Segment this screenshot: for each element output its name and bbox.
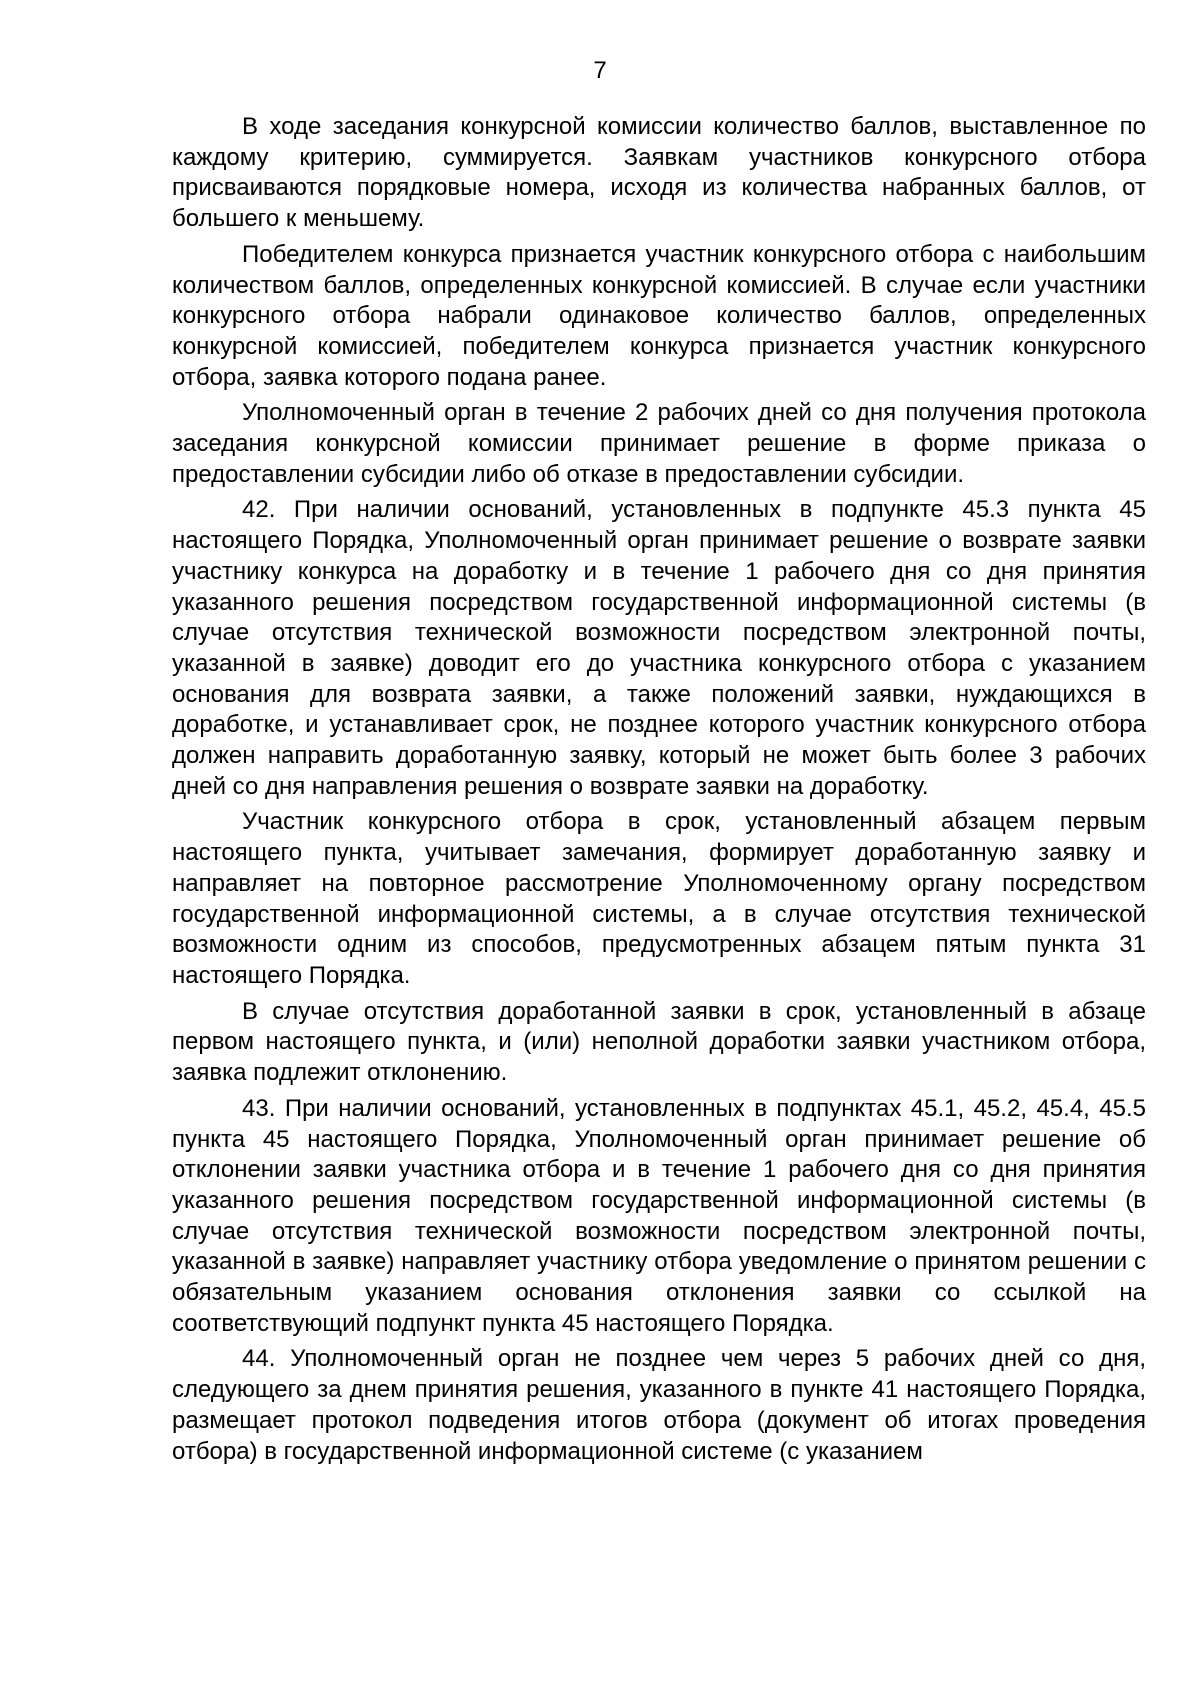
page-number: 7 (593, 57, 607, 84)
paragraph-rejection-missing: В случае отсутствия доработанной заявки в срок, установленный в абзаце первом настоящего пункта, и (или) неполной доработки заявки участником отбора, заявка подлежит отклонению. (172, 997, 1146, 1087)
document-body (172, 112, 1146, 1472)
paragraph-revision: Участник конкурсного отбора в срок, установленный абзацем первым настоящего пункта, учитывает замечания, формирует доработанную заявку и направляет на повторное рассмотрение Уполномоченному органу посредством государственной информационной системы, а в случае отсутствия технической возможности одним из способов, предусмотренных абзацем пятым пункта 31 настоящего Порядка. (172, 808, 1146, 989)
paragraph-scoring: В ходе заседания конкурсной комиссии количество баллов, выставленное по каждому критерию, суммируется. Заявкам участников конкурсного отбора присваиваются порядковые номера, исходя из количества набранных баллов, от большего к меньшему. (172, 113, 1146, 233)
paragraph-item-44: 44. Уполномоченный орган не позднее чем через 5 рабочих дней со дня, следующего за днем принятия решения, указанного в пункте 41 настоящего Порядка, размещает протокол подведения итогов отбора (документ об итогах проведения отбора) в государственной информационной системе (с указанием (172, 1345, 1146, 1465)
paragraph-winner: Победителем конкурса признается участник конкурсного отбора с наибольшим количеством баллов, определенных конкурсной комиссией. В случае если участники конкурсного отбора набрали одинаковое количество баллов, определенных конкурсной комиссией, победителем конкурса признается участник конкурсного отбора, заявка которого подана ранее. (172, 240, 1146, 391)
paragraph-item-42: 42. При наличии оснований, установленных в подпункте 45.3 пункта 45 настоящего Порядка, Уполномоченный орган принимает решение о возврате заявки участнику конкурса на доработку и в течение 1 рабочего дня со дня принятия указанного решения посредством государственной информационной системы (в случае отсутствия технической возможности посредством электронной почты, указанной в заявке) доводит его до участника конкурсного отбора с указанием основания для возврата заявки, а также положений заявки, нуждающихся в доработке, и устанавливает срок, не позднее которого участник конкурсного отбора должен направить доработанную заявку, который не может быть более 3 рабочих дней со дня направления решения о возврате заявки на доработку. (172, 496, 1146, 800)
paragraph-decision: Уполномоченный орган в течение 2 рабочих дней со дня получения протокола заседания конкурсной комиссии принимает решение в форме приказа о предоставлении субсидии либо об отказе в предоставлении субсидии. (172, 399, 1146, 488)
paragraph-item-43: 43. При наличии оснований, установленных в подпунктах 45.1, 45.2, 45.4, 45.5 пункта 45 настоящего Порядка, Уполномоченный орган принимает решение об отклонении заявки участника отбора и в течение 1 рабочего дня со дня принятия указанного решения посредством государственной информационной системы (в случае отсутствия технической возможности посредством электронной почты, указанной в заявке) направляет участнику отбора уведомление о принятом решении с обязательным указанием основания отклонения заявки со ссылкой на соответствующий подпункт пункта 45 настоящего Порядка. (172, 1094, 1146, 1337)
